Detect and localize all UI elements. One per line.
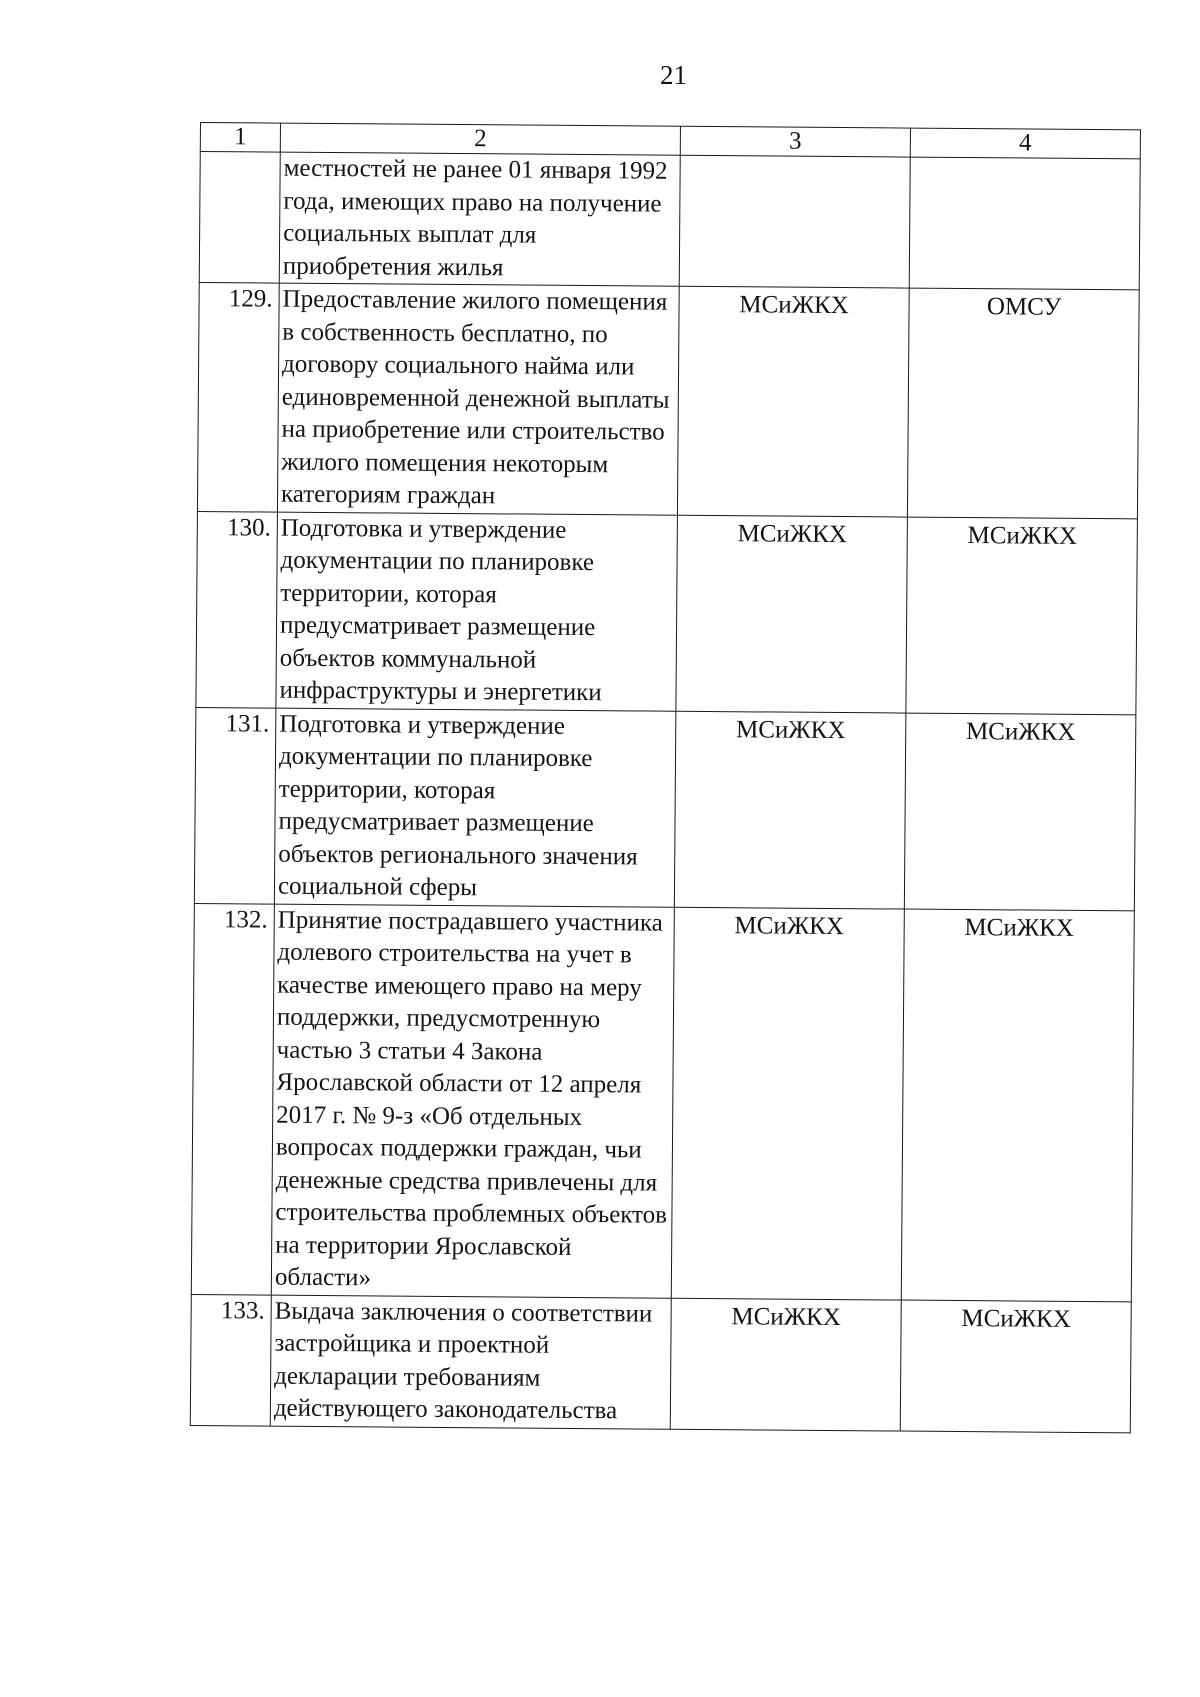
table-row <box>194 707 1136 910</box>
row-col4: МСиЖКХ <box>906 517 1138 715</box>
row-description: Предоставление жилого помещения в собственность бесплатно, по договору социального найма или единовременной денежной выплаты на приобретение или строительство жилого помещения некоторым категориям граждан <box>277 283 679 515</box>
row-col4: МСиЖКХ <box>904 713 1136 911</box>
document-table <box>190 122 1141 1433</box>
row-col3 <box>679 155 910 288</box>
row-col3: МСиЖКХ <box>670 1298 901 1431</box>
column-header-1: 1 <box>200 123 280 153</box>
table-row <box>196 511 1138 714</box>
row-number: 130. <box>196 511 278 708</box>
row-col4: МСиЖКХ <box>901 909 1134 1302</box>
row-description: Подготовка и утверждение документации по планировке территории, которая предусматривает размещение объектов регионального значения социальной сферы <box>274 708 676 907</box>
table-row <box>199 152 1140 290</box>
column-header-3: 3 <box>680 126 910 157</box>
column-header-2: 2 <box>280 123 680 155</box>
row-col4: МСиЖКХ <box>900 1300 1131 1433</box>
column-header-4: 4 <box>910 128 1140 159</box>
page-number: 21 <box>660 60 687 90</box>
row-number: 129. <box>197 282 279 511</box>
row-description: Подготовка и утверждение документации по планировке территории, которая предусматривает размещение объектов коммунальной инфраструктуры и энергетики <box>276 512 678 711</box>
row-number: 132. <box>191 903 274 1295</box>
row-col3: МСиЖКХ <box>676 515 908 713</box>
row-description: местностей не ранее 01 января 1992 года, имеющих право на получение социальных выплат для приобретения жилья <box>279 152 680 286</box>
table-row <box>197 282 1139 518</box>
row-col3: МСиЖКХ <box>671 907 904 1300</box>
row-number <box>199 152 280 284</box>
table-row <box>191 903 1134 1301</box>
row-number: 133. <box>190 1294 271 1426</box>
table-row <box>190 1294 1131 1432</box>
row-col3: МСиЖКХ <box>674 711 906 909</box>
row-col3: МСиЖКХ <box>677 286 909 516</box>
row-description: Принятие пострадавшего участника долевого строительства на учет в качестве имеющего право на меру поддержки, предусмотренную частью 3 статьи 4 Закона Ярославской области от 12 апреля 2017 г. № 9-з «Об отдельных вопросах поддержки граждан, чьи денежные средства привлечены для строительства проблемных объектов на территории Ярославской области» <box>271 904 674 1298</box>
row-col4: ОМСУ <box>907 288 1139 518</box>
row-number: 131. <box>194 707 276 904</box>
row-col4 <box>909 157 1140 290</box>
row-description: Выдача заключения о соответствии застройщика и проектной декларации требованиям действующего законодательства <box>270 1295 671 1429</box>
